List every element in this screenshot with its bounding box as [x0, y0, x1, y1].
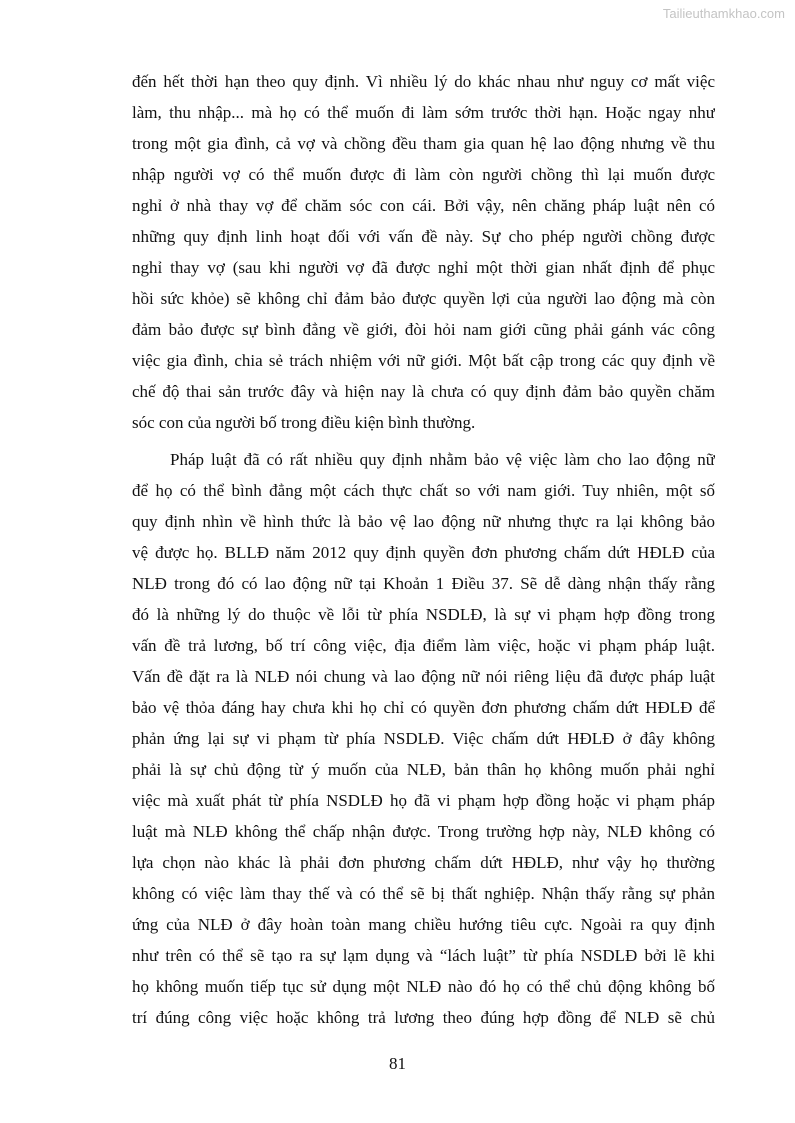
text-line: đó là những lý do thuộc về lỗi từ phía NSDLĐ, là sự vi phạm hợp đồng trong: [132, 605, 715, 624]
text-line: nghỉ ở nhà thay vợ để chăm sóc con cái. Bởi vậy, nên chăng pháp luật nên có: [132, 196, 715, 215]
text-line: chế độ thai sản trước đây và hiện nay là chưa có quy định đảm bảo quyền chăm: [132, 382, 715, 401]
text-line: hồi sức khỏe) sẽ không chỉ đảm bảo được quyền lợi của người lao động mà còn: [132, 289, 715, 308]
text-line: Vấn đề đặt ra là NLĐ nói chung và lao động nữ nói riêng liệu đã được pháp luật: [132, 667, 715, 686]
text-line: quy định nhìn về hình thức là bảo vệ lao động nữ nhưng thực ra lại không bảo: [132, 512, 715, 531]
body-text: [132, 66, 715, 1033]
text-line: việc mà xuất phát từ phía NSDLĐ họ đã vi phạm hợp đồng hoặc vi phạm pháp: [132, 791, 715, 810]
text-line: Pháp luật đã có rất nhiều quy định nhằm bảo vệ việc làm cho lao động nữ: [170, 450, 715, 469]
text-line: lựa chọn nào khác là phải đơn phương chấm dứt HĐLĐ, như vậy họ thường: [132, 853, 715, 872]
text-line: sóc con của người bố trong điều kiện bình thường.: [132, 413, 476, 432]
watermark: Tailieuthamkhao.com: [662, 6, 785, 21]
text-line: để họ có thể bình đẳng một cách thực chất so với nam giới. Tuy nhiên, một số: [132, 481, 715, 500]
text-line: bảo vệ thỏa đáng hay chưa khi họ chỉ có quyền đơn phương chấm dứt HĐLĐ để: [132, 698, 715, 717]
text-line: ứng của NLĐ ở đây hoàn toàn mang chiều hướng tiêu cực. Ngoài ra quy định: [132, 915, 715, 934]
text-line: đảm bảo được sự bình đẳng về giới, đòi hỏi nam giới cũng phải gánh vác công: [132, 320, 715, 339]
text-line: đến hết thời hạn theo quy định. Vì nhiều lý do khác nhau như nguy cơ mất việc: [132, 72, 715, 91]
text-line: luật mà NLĐ không thể chấp nhận được. Trong trường hợp này, NLĐ không có: [132, 822, 715, 841]
text-line: nghỉ thay vợ (sau khi người vợ đã được nghỉ một thời gian nhất định để phục: [132, 258, 715, 277]
paragraph-1: [132, 66, 715, 438]
text-line: trí đúng công việc hoặc không trả lương theo đúng hợp đồng để NLĐ sẽ chủ: [132, 1008, 715, 1027]
paragraph-2: [132, 444, 715, 1033]
text-line: vệ được họ. BLLĐ năm 2012 quy định quyền đơn phương chấm dứt HĐLĐ của: [132, 543, 715, 562]
text-line: không có việc làm thay thế và có thể sẽ bị thất nghiệp. Nhận thấy rằng sự phản: [132, 884, 715, 903]
text-line: làm, thu nhập... mà họ có thể muốn đi làm sớm trước thời hạn. Hoặc ngay như: [132, 103, 715, 122]
text-line: việc gia đình, chia sẻ trách nhiệm với nữ giới. Một bất cập trong các quy định về: [132, 351, 715, 370]
text-line: như trên có thể sẽ tạo ra sự lạm dụng và “lách luật” từ phía NSDLĐ bởi lẽ khi: [132, 946, 715, 965]
page-number: 81: [389, 1054, 406, 1073]
text-line: phải là sự chủ động từ ý muốn của NLĐ, bản thân họ không muốn phải nghỉ: [132, 760, 715, 779]
text-line: trong một gia đình, cả vợ và chồng đều tham gia quan hệ lao động nhưng về thu: [132, 134, 715, 153]
text-line: vấn đề trả lương, bố trí công việc, địa điểm làm việc, hoặc vi phạm pháp luật.: [132, 636, 715, 655]
text-line: nhập người vợ có thể muốn được đi làm còn người chồng thì lại muốn được: [132, 165, 715, 184]
text-line: họ không muốn tiếp tục sử dụng một NLĐ nào đó họ có thể chủ động không bố: [132, 977, 715, 996]
text-line: những quy định linh hoạt đối với vấn đề này. Sự cho phép người chồng được: [132, 227, 715, 246]
text-line: NLĐ trong đó có lao động nữ tại Khoản 1 Điều 37. Sẽ dễ dàng nhận thấy rằng: [132, 574, 715, 593]
text-line: phản ứng lại sự vi phạm từ phía NSDLĐ. Việc chấm dứt HĐLĐ ở đây không: [132, 729, 715, 748]
